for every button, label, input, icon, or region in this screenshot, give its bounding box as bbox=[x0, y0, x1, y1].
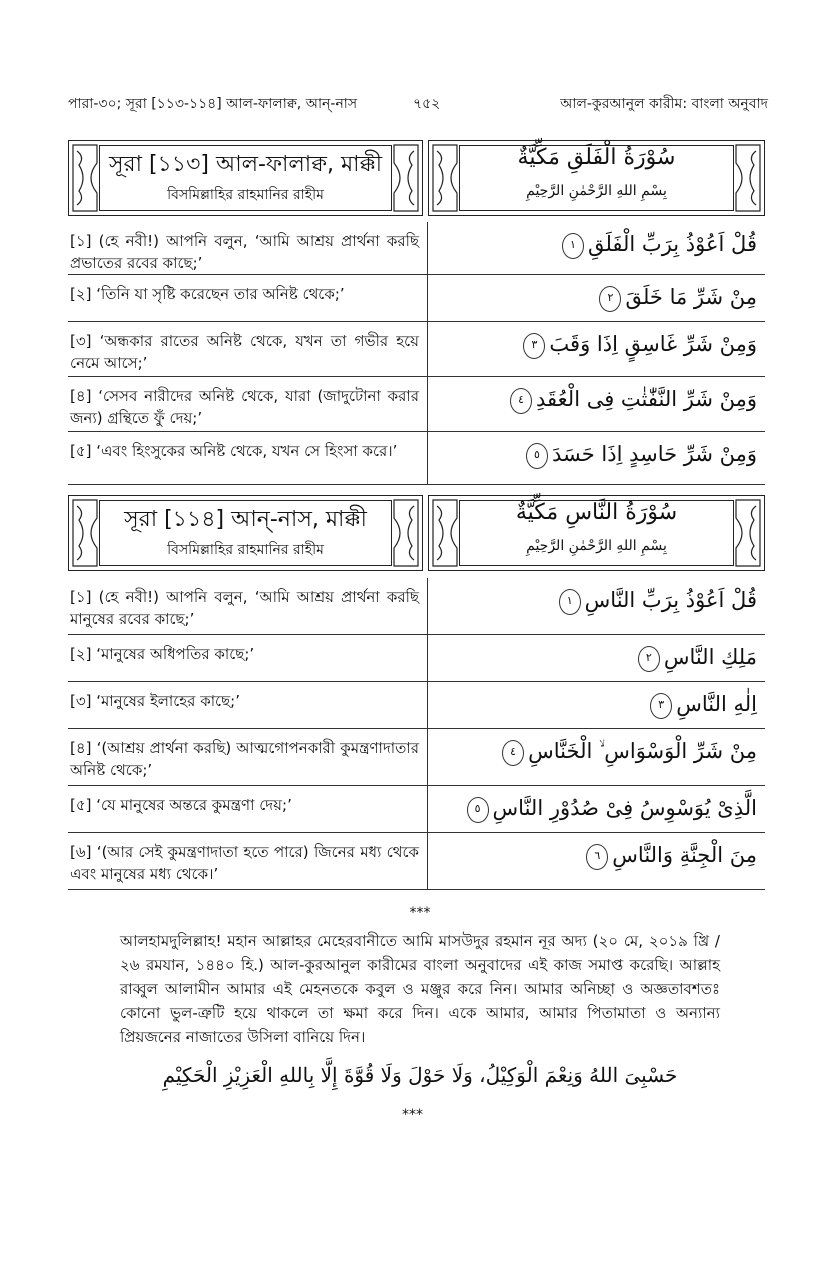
bismillah-ar: بِسْمِ اللهِ الرَّحْمٰنِ الرَّحِيْمِ bbox=[526, 538, 667, 554]
verse-table-114 bbox=[68, 578, 765, 890]
verse-row bbox=[68, 635, 765, 682]
arabic-text: مِنْ شَرِّ مَا خَلَقَ bbox=[625, 285, 757, 309]
verse-arabic bbox=[428, 729, 765, 785]
verse-arabic bbox=[428, 322, 765, 376]
arabic-text: الَّذِىْ يُوَسْوِسُ فِىْ صُدُوْرِ النَّاسِ bbox=[492, 796, 757, 820]
verse-arabic bbox=[428, 578, 765, 634]
ayah-end-marker-icon: ٢ bbox=[599, 286, 621, 312]
verse-translation: [২] ‘তিনি যা সৃষ্টি করেছেন তার অনিষ্ট থেকে;’ bbox=[68, 275, 428, 321]
verse-translation: [৬] ‘(আর সেই কুমন্ত্রণাদাতা হতে পারে) জিনের মধ্য থেকে এবং মানুষের মধ্য থেকে।’ bbox=[68, 833, 428, 889]
arabic-text: قُلْ اَعُوْذُ بِرَبِّ الْفَلَقِ bbox=[587, 232, 757, 256]
verse-arabic bbox=[428, 222, 765, 274]
verse-arabic bbox=[428, 833, 765, 889]
arabic-text: مَلِكِ النَّاسِ bbox=[663, 645, 757, 669]
verse-translation: [১] (হে নবী!) আপনি বলুন, ‘আমি আশ্রয় প্রার্থনা করছি মানুষের রবের কাছে;’ bbox=[68, 578, 428, 634]
verse-translation: [৫] ‘এবং হিংসুকের অনিষ্ট থেকে, যখন সে হিংসা করে।’ bbox=[68, 432, 428, 484]
arabic-text: وَمِنْ شَرِّ حَاسِدٍ اِذَا حَسَدَ bbox=[551, 442, 757, 466]
verse-arabic bbox=[428, 786, 765, 832]
end-separator: *** bbox=[402, 1107, 423, 1123]
verse-arabic bbox=[428, 682, 765, 728]
ayah-end-marker-icon: ٥ bbox=[467, 797, 489, 823]
bismillah-bn: বিসমিল্লাহির রাহমানির রাহীম bbox=[167, 187, 324, 203]
closing-paragraph: আলহামদুলিল্লাহ! মহান আল্লাহর মেহেরবানীতে আমি মাসউদুর রহমান নূর অদ্য (২০ মে, ২০১৯ খ্রি / ২৬ রমযান, ১৪৪০ হি.) আল-কুরআনুল কারীমের বাংলা অনুবাদের এই কাজ সমাপ্ত করেছি। আল্লাহ রাব্বুল আলামীন আমার এই মেহনতকে কবুল ও মঞ্জুর করে নিন। আমার অনিচ্ছা ও অজ্ঞতাবশতঃ কোনো ভুল-ত্রুটি হয়ে থাকলে তা ক্ষমা করে দিন। একে আমার, আমার পিতামাতা ও অন্যান্য প্রিয়জনের নাজাতের উসিলা বানিয়ে দিন। bbox=[120, 932, 720, 1046]
verse-row bbox=[68, 729, 765, 786]
verse-row bbox=[68, 786, 765, 833]
verse-translation: [২] ‘মানুষের অধিপতির কাছে;’ bbox=[68, 635, 428, 681]
verse-row bbox=[68, 322, 765, 377]
header-section-title: পারা-৩০; সূরা [১১৩-১১৪] আল-ফালাক্ব, আন্-নাস bbox=[68, 96, 358, 112]
verse-translation: [৩] ‘অন্ধকার রাতের অনিষ্ট থেকে, যখন তা গভীর হয়ে নেমে আসে;’ bbox=[68, 322, 428, 376]
ayah-end-marker-icon: ٣ bbox=[650, 693, 672, 719]
surah-title-ar: سُوْرَةُ النَّاسِ مَكِّيَّةٌ bbox=[515, 500, 678, 525]
surah-title-ar: سُوْرَةُ الْفَلَقِ مَكِّيَّةٌ bbox=[517, 145, 676, 170]
arabic-text: مِنْ شَرِّ الْوَسْوَاسِ ۙ الْخَنَّاسِ bbox=[528, 739, 757, 763]
verse-translation: [১] (হে নবী!) আপনি বলুন, ‘আমি আশ্রয় প্রার্থনা করছি প্রভাতের রবের কাছে;’ bbox=[68, 222, 428, 274]
surah-title-bn: সূরা [১১৪] আন্-নাস, মাক্কী bbox=[124, 507, 367, 532]
bismillah-ar: بِسْمِ اللهِ الرَّحْمٰنِ الرَّحِيْمِ bbox=[526, 183, 667, 199]
verse-arabic bbox=[428, 275, 765, 321]
arabic-text: قُلْ اَعُوْذُ بِرَبِّ النَّاسِ bbox=[584, 588, 757, 612]
verse-row bbox=[68, 833, 765, 890]
bismillah-bn: বিসমিল্লাহির রাহমানির রাহীম bbox=[167, 542, 324, 558]
verse-row bbox=[68, 432, 765, 485]
verse-row bbox=[68, 377, 765, 432]
verse-row bbox=[68, 682, 765, 729]
surah-banner-114 bbox=[68, 495, 765, 573]
verse-table-113 bbox=[68, 222, 765, 485]
bengali-surah-banner bbox=[68, 495, 423, 571]
verse-row bbox=[68, 578, 765, 635]
closing-note bbox=[120, 905, 720, 1087]
verse-translation: [৪] ‘সেসব নারীদের অনিষ্ট থেকে, যারা (জাদুটোনা করার জন্য) গ্রন্থিতে ফুঁ দেয়;’ bbox=[68, 377, 428, 431]
ayah-end-marker-icon: ٤ bbox=[510, 388, 532, 414]
verse-row bbox=[68, 275, 765, 322]
verse-arabic bbox=[428, 432, 765, 484]
verse-arabic bbox=[428, 377, 765, 431]
arabic-surah-banner bbox=[428, 140, 765, 216]
arabic-text: وَمِنْ شَرِّ النَّفّٰثٰتِ فِى الْعُقَدِ bbox=[536, 387, 757, 411]
ayah-end-marker-icon: ٥ bbox=[526, 443, 548, 469]
separator: *** bbox=[409, 905, 431, 921]
arabic-text: اِلٰهِ النَّاسِ bbox=[676, 692, 757, 716]
arabic-text: مِنَ الْجِنَّةِ وَالنَّاسِ bbox=[612, 843, 757, 867]
ayah-end-marker-icon: ٣ bbox=[523, 333, 545, 359]
running-header bbox=[68, 92, 768, 114]
verse-translation: [৪] ‘(আশ্রয় প্রার্থনা করছি) আত্মগোপনকারী কুমন্ত্রণাদাতার অনিষ্ট থেকে;’ bbox=[68, 729, 428, 785]
ayah-end-marker-icon: ١ bbox=[562, 233, 584, 259]
arabic-surah-banner bbox=[428, 495, 765, 571]
verse-arabic bbox=[428, 635, 765, 681]
ayah-end-marker-icon: ٢ bbox=[638, 646, 660, 672]
closing-dua-arabic: حَسْبِىَ اللهُ وَنِعْمَ الْوَكِيْلُ، وَلَا حَوْلَ وَلَا قُوَّةَ إِلَّا بِاللهِ الْعَزِيْزِ الْحَكِيْمِ bbox=[162, 1063, 678, 1087]
ayah-end-marker-icon: ٦ bbox=[586, 844, 608, 870]
verse-translation: [৩] ‘মানুষের ইলাহের কাছে;’ bbox=[68, 682, 428, 728]
verse-row bbox=[68, 222, 765, 275]
arabic-text: وَمِنْ شَرِّ غَاسِقٍ اِذَا وَقَبَ bbox=[549, 332, 757, 356]
surah-banner-113 bbox=[68, 140, 765, 218]
ayah-end-marker-icon: ١ bbox=[559, 589, 581, 615]
verse-translation: [৫] ‘যে মানুষের অন্তরে কুমন্ত্রণা দেয়;’ bbox=[68, 786, 428, 832]
bengali-surah-banner bbox=[68, 140, 423, 216]
page-number: ৭৫২ bbox=[413, 96, 441, 112]
header-book-title: আল-কুরআনুল কারীম: বাংলা অনুবাদ bbox=[560, 96, 768, 112]
ayah-end-marker-icon: ٤ bbox=[502, 740, 524, 766]
surah-title-bn: সূরা [১১৩] আল-ফালাক্ব, মাক্কী bbox=[108, 152, 383, 177]
